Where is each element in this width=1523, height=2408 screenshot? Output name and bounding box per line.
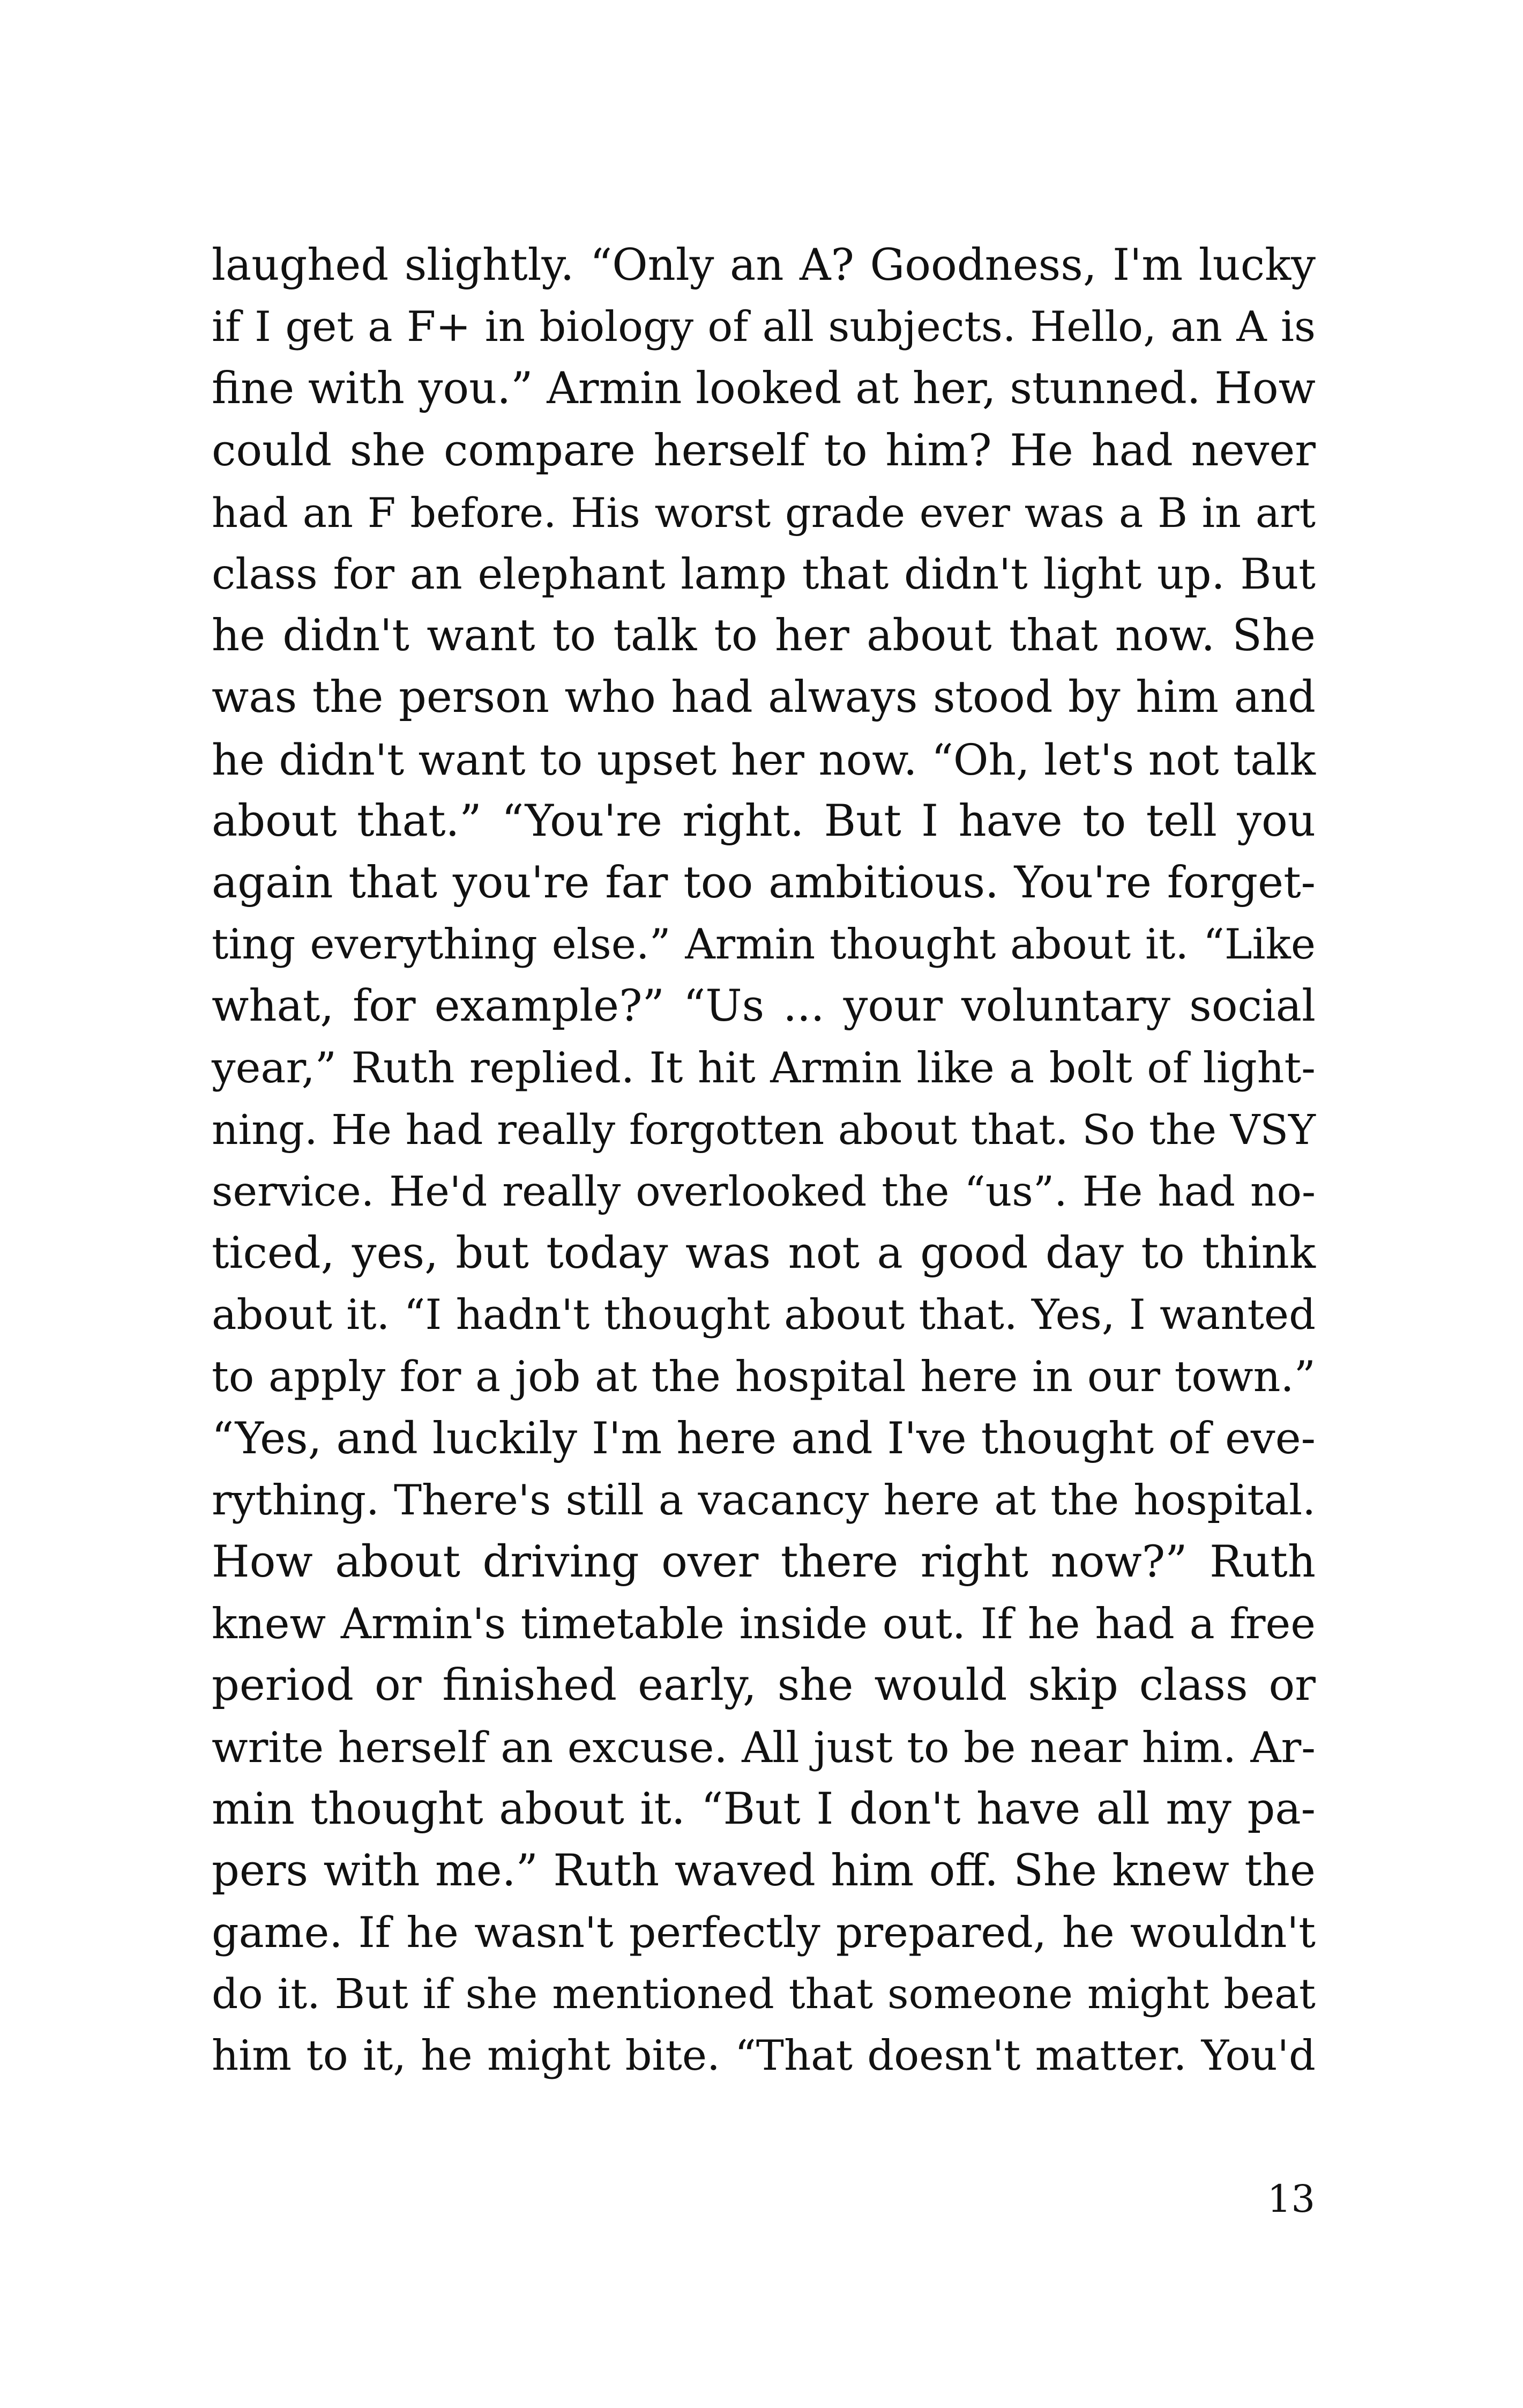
text-line: laughed slightly. “Only an A? Goodness, I'm lucky bbox=[212, 240, 1316, 291]
text-line: ting everything else.” Armin thought about it. “Like bbox=[212, 920, 1316, 969]
text-line: class for an elephant lamp that didn't light up. But bbox=[212, 549, 1316, 599]
text-line: service. He'd really overlooked the “us”. He had no- bbox=[212, 1168, 1316, 1216]
text-line: he didn't want to talk to her about that now. She bbox=[212, 611, 1316, 662]
text-line: “Yes, and luckily I'm here and I've thought of eve- bbox=[212, 1413, 1316, 1464]
text-line: had an F before. His worst grade ever was a B in art bbox=[212, 488, 1316, 537]
text-line: ning. He had really forgotten about that. So the VSY bbox=[212, 1106, 1316, 1154]
body-text bbox=[212, 235, 1316, 2087]
text-line: game. If he wasn't perfectly prepared, he wouldn't bbox=[212, 1908, 1316, 1958]
text-line: about it. “I hadn't thought about that. Yes, I wanted bbox=[212, 1291, 1316, 1340]
text-line: what, for example?” “Us ... your voluntary social bbox=[212, 981, 1316, 1032]
text-line: could she compare herself to him? He had never bbox=[212, 425, 1316, 476]
text-line: him to it, he might bite. “That doesn't matter. You'd bbox=[212, 2032, 1316, 2080]
text-line: was the person who had always stood by him and bbox=[212, 672, 1316, 723]
text-line: about that.” “You're right. But I have to tell you bbox=[212, 796, 1316, 846]
text-line: pers with me.” Ruth waved him off. She knew the bbox=[212, 1845, 1316, 1896]
text-line: if I get a F+ in biology of all subjects. Hello, an A is bbox=[212, 303, 1316, 352]
text-line: ticed, yes, but today was not a good day to think bbox=[212, 1228, 1316, 1279]
text-line: knew Armin's timetable inside out. If he had a free bbox=[212, 1599, 1316, 1649]
text-line: to apply for a job at the hospital here in our town.” bbox=[212, 1352, 1316, 1402]
page-number: 13 bbox=[1267, 2177, 1315, 2221]
text-line: rything. There's still a vacancy here at the hospital. bbox=[212, 1476, 1316, 1525]
text-line: write herself an excuse. All just to be near him. Ar- bbox=[212, 1722, 1316, 1772]
text-line: he didn't want to upset her now. “Oh, let's not talk bbox=[212, 734, 1316, 785]
text-line: period or finished early, she would skip class or bbox=[212, 1660, 1316, 1711]
text-line: min thought about it. “But I don't have all my pa- bbox=[212, 1783, 1316, 1834]
text-line: fine with you.” Armin looked at her, stunned. How bbox=[212, 363, 1316, 414]
text-line: year,” Ruth replied. It hit Armin like a bolt of light- bbox=[212, 1043, 1316, 1093]
text-line: How about driving over there right now?” Ruth bbox=[212, 1536, 1316, 1587]
text-line: do it. But if she mentioned that someone might beat bbox=[212, 1971, 1316, 2019]
text-line: again that you're far too ambitious. You're forget- bbox=[212, 857, 1316, 908]
